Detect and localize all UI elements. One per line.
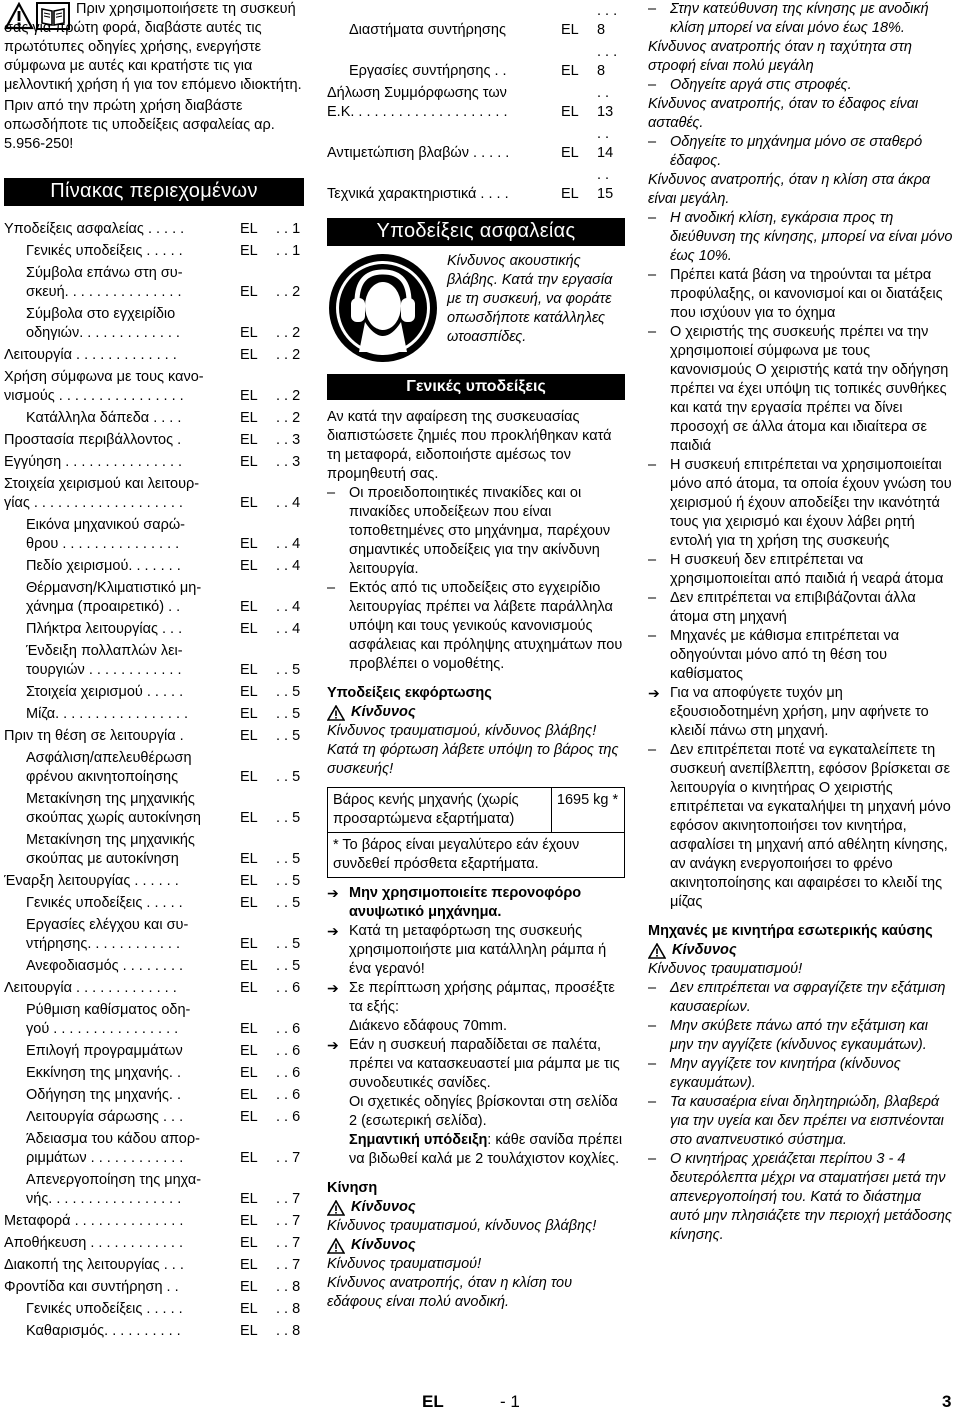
toc-entry-language: EL <box>240 1021 258 1037</box>
engine-rule-item: – Ο κινητήρας χρειάζεται περίπου 3 - 4 δευτερόλεπτα μέχρι να σταματήσει μετά την απενεργοποίησή του. Κατά το διάστημα αυτό μην πλησιάζετε την περιοχή μετάδοσης κίνησης. <box>648 1151 952 1243</box>
toc-entry-language: EL <box>240 454 258 470</box>
toc-entry-title: Φροντίδα και συντήρηση . . <box>4 1279 179 1295</box>
toc-entry[interactable] <box>4 409 304 428</box>
toc-entry-title: Λειτουργία . . . . . . . . . . . . . <box>4 980 177 996</box>
toc-entry-language: EL <box>240 1109 258 1125</box>
toc-title: Πίνακας περιεχομένων <box>4 178 304 206</box>
toc-entry-title: Χρήση σύμφωνα με τους κανο- νισμούς . . . . . . . . . . . . . . . . <box>4 369 204 404</box>
engine-rule-item: – Δεν επιτρέπεται να σφραγίζετε την εξάτμιση καυσαερίων. <box>648 980 946 1015</box>
toc-entry-page: . . 2 <box>276 388 301 404</box>
ear-protection-icon <box>327 252 439 364</box>
unload-danger: Κίνδυνος <box>327 703 625 722</box>
rule-dash-item: – Η συσκευή επιτρέπεται να χρησιμοποιείται μόνο από άτομα, τα οποία έχουν γνώση του χειρισμού ή έχουν αποδείξει την ικανότητά τους για χειρισμό και έχουν λάβει ρητή εντολή για τη χρήση της συσκευής <box>648 457 952 549</box>
rule-paragraph: Κίνδυνος ανατροπής όταν η ταχύτητα στη στροφή είναι πολύ μεγάλη <box>648 39 912 74</box>
rule-arrow-item: ➔ Για να αποφύγετε τυχόν μη εξουσιοδοτημένη χρήση, μην αφήνετε το κλειδί πάνω στη μηχανή. <box>648 685 929 739</box>
toc-entry[interactable] <box>4 642 304 680</box>
toc-entry-language: EL <box>240 410 258 426</box>
toc-entry-title: Μεταφορά . . . . . . . . . . . . . . <box>4 1213 184 1229</box>
hearing-warning: Κίνδυνος ακουστικής βλάβης. Κατά την εργασία με τη συσκευή, να φοράτε οπωσδήποτε κατάλληλες ωτοασπίδες. <box>447 253 613 345</box>
arrow-ramp-notes: ➔ Σε περίπτωση χρήσης ράμπας, προσέξτε τα εξής: <box>327 980 615 1015</box>
toc-entry[interactable] <box>4 579 304 617</box>
toc-entry-page: . . 5 <box>276 810 301 826</box>
safety-title: Υποδείξεις ασφαλείας <box>327 218 625 246</box>
toc-entry-language: EL <box>240 1150 258 1166</box>
toc-entry-language: EL <box>240 1257 258 1273</box>
toc-entry-language: EL <box>240 1043 258 1059</box>
toc-entry-title: Ρύθμιση καθίσματος οδη- γού . . . . . . . . . . . . . . . . <box>26 1002 191 1037</box>
toc-entry-language: EL <box>240 810 258 826</box>
toc-entry-page: . . . 8 <box>597 44 618 79</box>
toc-entry-language: EL <box>240 728 258 744</box>
intro-safety-text: Πριν από την πρώτη χρήση διαβάστε οπωσδήποτε τις υποδείξεις ασφαλείας αρ. 5.956-250! <box>4 98 275 152</box>
warning-icon <box>327 705 345 721</box>
toc-entry[interactable] <box>327 2 625 40</box>
weight-label: Βάρος κενής μηχανής (χωρίς προσαρτώμενα εξαρτήματα) <box>328 788 552 833</box>
toc-entry-title: Ανεφοδιασμός . . . . . . . . <box>26 958 184 974</box>
toc-entry-page: . . 7 <box>276 1235 301 1251</box>
toc-entry-page: . . 2 <box>276 410 301 426</box>
toc-entry-language: EL <box>240 388 258 404</box>
footer-page-right: 3 <box>942 1392 952 1411</box>
toc-entry[interactable] <box>4 1130 304 1168</box>
toc-entry-title: Τεχνικά χαρακτηριστικά . . . . <box>327 186 509 202</box>
toc-entry-title: Αποθήκευση . . . . . . . . . . . . <box>4 1235 184 1251</box>
toc-entry-page: . . 8 <box>276 1323 301 1339</box>
toc-entry-language: EL <box>240 599 258 615</box>
toc-entry-language: EL <box>240 1087 258 1103</box>
rule-dash-item: – Μηχανές με κάθισμα επιτρέπεται να οδηγούνται μόνο από τη θέση του καθίσματος <box>648 628 900 682</box>
toc-entry-language: EL <box>240 243 258 259</box>
toc-entry[interactable] <box>4 1086 304 1105</box>
toc-entry-page: . . 5 <box>276 895 301 911</box>
intro-text: Πριν χρησιμοποιήσετε τη συσκευή σας για πρώτη φορά, διαβάστε αυτές τις πρωτότυπες οδηγίες χρήσης, ενεργήστε σύμφωνα με αυτές και κρατήστε τις για μελλοντική χρήση ή για τον επόμενο ιδιοκτήτη. <box>4 1 302 93</box>
motion-danger-2: Κίνδυνος <box>327 1236 625 1255</box>
toc-entry-title: Υποδείξεις ασφαλείας . . . . . <box>4 221 185 237</box>
toc-entry-page: . . 7 <box>276 1213 301 1229</box>
toc-entry-page: . . 2 <box>276 284 301 300</box>
toc-entry-language: EL <box>240 621 258 637</box>
toc-entry[interactable] <box>4 264 304 302</box>
ground-clearance: Διάκενο εδάφους 70mm. <box>349 1018 507 1034</box>
toc-entry-page: . . 5 <box>276 958 301 974</box>
toc-entry-title: Εργασίες συντήρησης . . <box>349 63 507 79</box>
toc-entry-page: . . 7 <box>276 1191 301 1207</box>
toc-entry-page: . . 3 <box>276 454 301 470</box>
toc-entry[interactable] <box>4 242 304 261</box>
toc-entry-title: Απενεργοποίηση της μηχα- νής. . . . . . . . . . . . . . . . . <box>26 1172 202 1207</box>
toc-entry-language: EL <box>240 684 258 700</box>
engine-rule-item: – Μην σκύβετε πάνω από την εξάτμιση και μην την αγγίζετε (κίνδυνος εγκαυμάτων). <box>648 1018 928 1053</box>
motion-warning-2b: Κίνδυνος ανατροπής, όταν η κλίση του εδάφους είναι πολύ ανοδική. <box>327 1275 573 1310</box>
toc-entry[interactable] <box>4 1042 304 1061</box>
toc-entry-page: . . 8 <box>276 1279 301 1295</box>
safety-rules <box>648 0 954 912</box>
toc-entry-title: Λειτουργία σάρωσης . . . <box>26 1109 184 1125</box>
toc-entry[interactable] <box>4 831 304 869</box>
toc-entry-title: Στοιχεία χειρισμού και λειτουρ- γίας . . . . . . . . . . . . . . . . . . . <box>4 476 200 511</box>
toc-entry-language: EL <box>240 1213 258 1229</box>
toc-entry[interactable] <box>4 749 304 787</box>
engine-rule-item: – Τα καυσαέρια είναι δηλητηριώδη, βλαβερά για την υγεία και δεν πρέπει να εισπνέονται στο αναπνευστικό σύστημα. <box>648 1094 944 1148</box>
toc-entry[interactable] <box>4 979 304 998</box>
motion-title: Κίνηση <box>327 1180 378 1196</box>
toc-entry[interactable] <box>4 1322 304 1341</box>
toc-entry-title: Διαστήματα συντήρησης <box>349 22 506 38</box>
toc-entry-page: . . 2 <box>276 347 301 363</box>
toc-entry-language: EL <box>240 1235 258 1251</box>
toc-entry-title: Επιλογή προγραμμάτων <box>26 1043 183 1059</box>
motion-warning-2a: Κίνδυνος τραυματισμού! <box>327 1256 482 1272</box>
footer-language: EL <box>422 1392 444 1411</box>
toc-entry[interactable] <box>4 220 304 239</box>
toc-entry-title: Μετακίνηση της μηχανικής σκούπας χωρίς αυτοκίνηση <box>26 791 201 826</box>
toc-entry[interactable] <box>4 894 304 913</box>
toc-entry-language: EL <box>240 536 258 552</box>
toc-entry-title: Αντιμετώπιση βλαβών . . . . . <box>327 145 510 161</box>
toc-entry-language: EL <box>240 980 258 996</box>
toc-entry-page: . . 1 <box>276 221 301 237</box>
toc-entry-language: EL <box>240 958 258 974</box>
toc-entry-language: EL <box>240 1191 258 1207</box>
toc-entry-language: EL <box>240 1279 258 1295</box>
rule-dash-item: – Δεν επιτρέπεται ποτέ να εγκαταλείπετε τη συσκευή ανεπίβλεπτη, εφόσον βρίσκεται σε λειτουργία ο κινητήρας Ο χειριστής επιτρέπεται να εγκαταλήψει τη μηχανή μόνο εφόσον ακινητοποιήσει τον κινητήρα, ασφαλίσει τη μηχανή από αθέλητη κίνησης, αν ανάγκη ενεργοποιήσει το φρένο ακινητοποίησης και αφαιρέσει το κλειδί της μίζας <box>648 742 951 910</box>
toc-entry-page: . . 5 <box>276 728 301 744</box>
toc-entry-language: EL <box>240 851 258 867</box>
toc-entry-language: EL <box>240 769 258 785</box>
engine-warning: Κίνδυνος τραυματισμού! <box>648 961 803 977</box>
toc-entry-title: Οδήγηση της μηχανής. . <box>26 1087 181 1103</box>
toc-entry-page: . . 4 <box>276 558 301 574</box>
toc-entry[interactable] <box>4 475 304 513</box>
toc-entry[interactable] <box>4 872 304 891</box>
toc-entry[interactable] <box>4 1108 304 1127</box>
toc-entry[interactable] <box>4 305 304 343</box>
toc-entry-title: Εκκίνηση της μηχανής. . <box>26 1065 181 1081</box>
rule-dash-item: – Η ανοδική κλίση, εγκάρσια προς τη διεύθυνση της κίνησης, μπορεί να είναι μόνο έως 10%. <box>648 210 953 264</box>
toc-entry[interactable] <box>327 43 625 81</box>
important-note: Σημαντική υπόδειξη: κάθε σανίδα πρέπει να βιδωθεί καλά με 2 τουλάχιστον κοχλίες. <box>349 1132 623 1167</box>
unload-warning: Κίνδυνος τραυματισμού, κίνδυνος βλάβης! Κατά τη φόρτωση λάβετε υπόψη το βάρος της συσκευής! <box>327 723 619 777</box>
toc-entry-title: Δήλωση Συμμόρφωσης των Ε.Κ. . . . . . . . . . . . . . . . . . . . <box>327 85 508 120</box>
engine-rule-item: – Μην αγγίζετε τον κινητήρα (κίνδυνος εγκαυμάτων). <box>648 1056 901 1091</box>
toc-entry-page: . . 15 <box>597 167 614 202</box>
footer-page: - 1 <box>500 1392 520 1411</box>
general-title: Γενικές υποδείξεις <box>327 374 625 400</box>
toc-entry-page: . . 6 <box>276 1109 301 1125</box>
toc-entry-title: Έναρξη λειτουργίας . . . . . . <box>4 873 179 889</box>
toc-entry[interactable] <box>4 1171 304 1209</box>
column-3 <box>648 0 954 1245</box>
toc-entry[interactable] <box>4 1212 304 1231</box>
toc-entry-page: . . 6 <box>276 1065 301 1081</box>
toc-entry-language: EL <box>561 63 579 79</box>
rule-dash-item: – Πρέπει κατά βάση να τηρούνται τα μέτρα προφύλαξης, οι κανονισμοί και οι διατάξεις που ισχύουν για το όχημα <box>648 267 943 321</box>
toc-entry[interactable] <box>4 557 304 576</box>
toc-entry-title: Γενικές υποδείξεις . . . . . <box>26 243 183 259</box>
toc-entry-page: . . . 8 <box>597 3 618 38</box>
toc-entry[interactable] <box>4 727 304 746</box>
toc-entry[interactable] <box>4 453 304 472</box>
toc-entry-title: Ασφάλιση/απελευθέρωση φρένου ακινητοποίησης <box>26 750 192 785</box>
toc-entry-page: . . 4 <box>276 621 301 637</box>
toc-entry-page: . . 6 <box>276 1043 301 1059</box>
toc-entry-page: . . 6 <box>276 1087 301 1103</box>
toc-entry[interactable] <box>327 125 625 163</box>
toc-entry-language: EL <box>240 936 258 952</box>
toc-entry-page: . . 7 <box>276 1257 301 1273</box>
toc-entry-title: Προστασία περιβάλλοντος . <box>4 432 182 448</box>
arrow-ramp: ➔ Κατά τη μεταφόρτωση της συσκευής χρησιμοποιήστε μια κατάλληλη ράμπα ή ένα γερανό! <box>327 923 607 977</box>
toc-entry-title: Εγγύηση . . . . . . . . . . . . . . . <box>4 454 183 470</box>
toc-entry-page: . . 3 <box>276 432 301 448</box>
toc-entry[interactable] <box>4 1256 304 1275</box>
toc-entry-page: . . 5 <box>276 873 301 889</box>
general-dash-1: – Οι προειδοποιητικές πινακίδες και οι πινακίδες υποδείξεων που είναι τοποθετημένες στο μηχάνημα, παρέχουν σημαντικές υποδείξεις για την ακίνδυνη λειτουργία. <box>327 485 611 577</box>
toc-entry[interactable] <box>4 957 304 976</box>
page-footer <box>0 1392 960 1416</box>
toc-entry-page: . . 6 <box>276 980 301 996</box>
toc-entry-page: . . 5 <box>276 684 301 700</box>
table-of-contents <box>4 220 304 1341</box>
column-1 <box>4 0 304 1344</box>
toc-entry-title: Γενικές υποδείξεις . . . . . <box>26 1301 183 1317</box>
toc-entry-title: Στοιχεία χειρισμού . . . . . <box>26 684 184 700</box>
toc-entry-title: Πεδίο χειρισμού. . . . . . . <box>26 558 181 574</box>
toc-entry-title: Σύμβολα στο εγχειρίδιο οδηγιών. . . . . . . . . . . . . <box>26 306 180 341</box>
toc-entry-page: . . 4 <box>276 599 301 615</box>
toc-entry-page: . . 14 <box>597 126 614 161</box>
toc-entry-title: Μίζα. . . . . . . . . . . . . . . . . <box>26 706 189 722</box>
toc-entry-language: EL <box>240 558 258 574</box>
toc-entry-title: Πλήκτρα λειτουργίας . . . <box>26 621 183 637</box>
toc-entry-page: . . 5 <box>276 851 301 867</box>
rule-dash-item: – Δεν επιτρέπεται να επιβιβάζονται άλλα άτομα στη μηχανή <box>648 590 916 625</box>
toc-entry-language: EL <box>561 186 579 202</box>
toc-entry-language: EL <box>561 145 579 161</box>
toc-entry-page: . . 4 <box>276 495 301 511</box>
toc-entry-language: EL <box>240 1301 258 1317</box>
toc-entry-language: EL <box>240 284 258 300</box>
toc-entry-language: EL <box>240 895 258 911</box>
toc-entry[interactable] <box>4 1234 304 1253</box>
hearing-protection-block <box>327 252 625 364</box>
toc-entry-language: EL <box>240 662 258 678</box>
toc-entry-page: . . 4 <box>276 536 301 552</box>
rule-dash-item: – Οδηγείτε αργά στις στροφές. <box>648 77 852 93</box>
toc-entry-title: Διακοπή της λειτουργίας . . . <box>4 1257 184 1273</box>
weight-note: * Το βάρος είναι μεγαλύτερο εάν έχουν συνδεθεί πρόσθετα εξαρτήματα. <box>328 833 625 878</box>
toc-entry-language: EL <box>240 432 258 448</box>
toc-entry-page: . . 5 <box>276 662 301 678</box>
general-paragraph: Αν κατά την αφαίρεση της συσκευασίας διαπιστώσετε ζημιές που προκλήθηκαν κατά τη μεταφορά, ειδοποιήστε αμέσως τον προμηθευτή σας. <box>327 409 612 482</box>
toc-entry[interactable] <box>327 166 625 204</box>
unload-title: Υποδείξεις εκφόρτωσης <box>327 685 492 701</box>
rule-dash-item: – Στην κατεύθυνση της κίνησης με ανοδική κλίση μπορεί να είναι μόνο έως 18%. <box>648 1 929 36</box>
toc-entry-title: Μετακίνηση της μηχανικής σκούπας με αυτοκίνηση <box>26 832 195 867</box>
toc-entry[interactable] <box>4 431 304 450</box>
toc-entry-page: . . 5 <box>276 936 301 952</box>
toc-entry[interactable] <box>4 516 304 554</box>
toc-entry[interactable] <box>327 84 625 122</box>
toc-entry-page: . . 7 <box>276 1150 301 1166</box>
toc-entry-language: EL <box>240 325 258 341</box>
toc-entry-page: . . 5 <box>276 769 301 785</box>
toc-entry-language: EL <box>240 495 258 511</box>
rule-paragraph: Κίνδυνος ανατροπής, όταν το έδαφος είναι ασταθές. <box>648 96 919 131</box>
table-of-contents-continued <box>327 2 625 204</box>
toc-entry-title: Κατάλληλα δάπεδα . . . . <box>26 410 182 426</box>
engine-rules <box>648 979 954 1245</box>
toc-entry-title: Εικόνα μηχανικού σαρώ- θρου . . . . . . . . . . . . . . . <box>26 517 186 552</box>
motion-warning-1: Κίνδυνος τραυματισμού, κίνδυνος βλάβης! <box>327 1218 597 1234</box>
toc-entry-language: EL <box>240 221 258 237</box>
toc-entry-page: . . 2 <box>276 325 301 341</box>
warning-icon <box>327 1238 345 1254</box>
motion-danger-1: Κίνδυνος <box>327 1198 625 1217</box>
warning-icon <box>648 943 666 959</box>
toc-entry-title: Ένδειξη πολλαπλών λει- τουργιών . . . . . . . . . . . . <box>26 643 183 678</box>
toc-entry[interactable] <box>4 790 304 828</box>
toc-entry[interactable] <box>4 1300 304 1319</box>
arrow-pallet: ➔ Εάν η συσκευή παραδίδεται σε παλέτα, πρέπει να κατασκευαστεί μια ράμπα με τις συνοδευτικές σανίδες. <box>327 1037 620 1091</box>
pallet-reference: Οι σχετικές οδηγίες βρίσκονται στη σελίδα 2 (εσωτερική σελίδα). <box>349 1094 618 1129</box>
toc-entry-language: EL <box>240 347 258 363</box>
toc-entry[interactable] <box>4 1064 304 1083</box>
engine-title: Μηχανές με κινητήρα εσωτερικής καύσης <box>648 923 933 939</box>
toc-entry-page: . . 5 <box>276 706 301 722</box>
column-2 <box>327 0 625 1312</box>
toc-entry-title: Εργασίες ελέγχου και συ- ντήρησης. . . . . . . . . . . . <box>26 917 189 952</box>
toc-entry[interactable] <box>4 1278 304 1297</box>
toc-entry-language: EL <box>240 1323 258 1339</box>
rule-dash-item: – Οδηγείτε το μηχάνημα μόνο σε σταθερό έδαφος. <box>648 134 923 169</box>
toc-entry-title: Λειτουργία . . . . . . . . . . . . . <box>4 347 177 363</box>
toc-entry[interactable] <box>4 1001 304 1039</box>
toc-entry-language: EL <box>240 706 258 722</box>
toc-entry-language: EL <box>561 104 579 120</box>
general-dash-2: – Εκτός από τις υποδείξεις στο εγχειρίδιο λειτουργίας πρέπει να λάβετε παράλληλα υπόψη και τους γενικούς κανονισμούς ασφάλειας και πρόληψης ατυχημάτων που προβλέπει ο νομοθέτης. <box>327 580 623 672</box>
toc-entry[interactable] <box>4 346 304 365</box>
weight-value: 1695 kg * <box>551 788 624 833</box>
rule-dash-item: – Ο χειριστής της συσκευής πρέπει να την χρησιμοποιεί σύμφωνα με τους κανονισμούς Ο χειριστής κατά την οδήγηση πρέπει να έχει υπόψη τις τοπικές συνθήκες και κατά την εργασία πρέπει να δίνει προσοχή σε άλλα άτομα και ιδιαίτερα σε παιδιά <box>648 324 949 454</box>
warning-icon <box>327 1200 345 1216</box>
rule-dash-item: – Η συσκευή δεν επιτρέπεται να χρησιμοποιείται από παιδιά ή νεαρά άτομα <box>648 552 944 587</box>
toc-entry-page: . . 13 <box>597 85 614 120</box>
toc-entry-title: Καθαρισμός. . . . . . . . . . <box>26 1323 181 1339</box>
toc-entry[interactable] <box>4 916 304 954</box>
toc-entry-language: EL <box>240 1065 258 1081</box>
toc-entry-language: EL <box>561 22 579 38</box>
toc-entry[interactable] <box>4 620 304 639</box>
toc-entry-title: Θέρμανση/Κλιματιστικό μη- χάνημα (προαιρετικό) . . <box>26 580 202 615</box>
toc-entry-title: Άδειασμα του κάδου απορ- ριμμάτων . . . . . . . . . . . . <box>26 1131 200 1166</box>
toc-entry[interactable] <box>4 683 304 702</box>
weight-table <box>327 787 625 878</box>
arrow-forklift: ➔ Μην χρησιμοποιείτε περονοφόρο ανυψωτικό μηχάνημα. <box>327 885 582 920</box>
toc-entry-page: . . 8 <box>276 1301 301 1317</box>
rule-paragraph: Κίνδυνος ανατροπής, όταν η κλίση στα άκρα είναι μεγάλη. <box>648 172 931 207</box>
toc-entry-language: EL <box>240 873 258 889</box>
toc-entry-page: . . 6 <box>276 1021 301 1037</box>
toc-entry-title: Γενικές υποδείξεις . . . . . <box>26 895 183 911</box>
toc-entry[interactable] <box>4 368 304 406</box>
engine-danger: Κίνδυνος <box>648 941 954 960</box>
toc-entry[interactable] <box>4 705 304 724</box>
toc-entry-page: . . 1 <box>276 243 301 259</box>
toc-entry-title: Πριν τη θέση σε λειτουργία . <box>4 728 184 744</box>
toc-entry-title: Σύμβολα επάνω στη συ- σκευή. . . . . . . . . . . . . . . <box>26 265 183 300</box>
